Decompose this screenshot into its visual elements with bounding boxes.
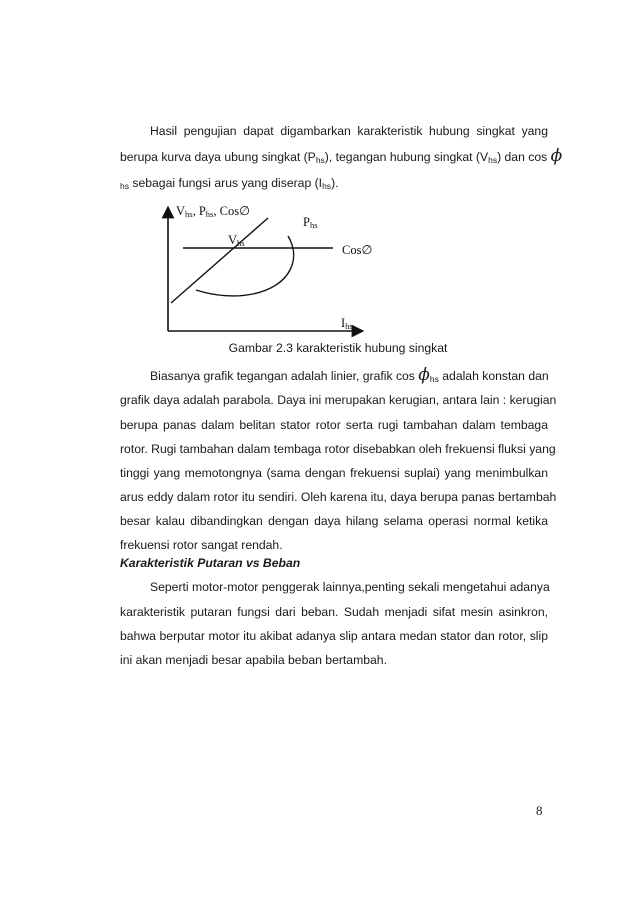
para2-line6: arus eddy dalam rotor itu sendiri. Oleh karena itu, daya berupa panas bertambah <box>120 490 557 504</box>
phs-label: Phs <box>303 215 318 230</box>
page-number: 8 <box>536 803 543 818</box>
para2-line1: Biasanya grafik tegangan adalah linier, grafik $\cos \phi_{hs}$ adalah konstan dan <box>150 365 549 385</box>
cos-label: Cos∅ <box>342 243 373 257</box>
para2-line8: frekuensi rotor sangat rendah. <box>120 538 283 552</box>
phi-symbol: ϕ <box>418 365 430 385</box>
para2-line4: rotor. Rugi tambahan dalam tembaga rotor disebabkan oleh frekuensi fluksi yang <box>120 442 556 456</box>
para1-line2: berupa kurva daya ubung singkat $(P_{hs})$, tegangan hubung singkat $(V_{hs})$ dan cos ϕ <box>120 146 563 166</box>
para1-line3: $_{hs}$ sebagai fungsi arus yang diserap $(I_{hs})$. <box>120 176 339 191</box>
figure-caption: Gambar 2.3 karakteristik hubung singkat <box>228 341 448 355</box>
para1-line1: Hasil pengujian dapat digambarkan karakteristik hubung singkat yang <box>150 124 548 138</box>
phi-symbol: ϕ <box>550 146 563 166</box>
para2-line3: berupa panas dalam belitan stator rotor serta rugi tambahan dalam tembaga <box>120 418 548 432</box>
vhs-label: Vhs <box>228 233 245 248</box>
section-heading: Karakteristik Putaran vs Beban <box>120 556 301 570</box>
para2-line5: tinggi yang memotongnya (sama dengan frekuensi suplai) yang menimbulkan <box>120 466 548 480</box>
para2-line2: grafik daya adalah parabola. Daya ini merupakan kerugian, antara lain : kerugian <box>120 393 557 407</box>
para3-line2: karakteristik putaran fungsi dari beban. Sudah menjadi sifat mesin asinkron, <box>120 605 548 619</box>
para3-line3: bahwa berputar motor itu akibat adanya slip antara medan stator dan rotor, slip <box>120 629 548 643</box>
y-axis-label: Vhs, Phs, Cos∅ <box>176 204 250 219</box>
para2-line7: besar kalau dibandingkan dengan daya hilang selama operasi normal ketika <box>120 514 548 528</box>
phs-curve <box>196 236 294 296</box>
x-axis-label: Ihs <box>341 316 353 331</box>
para3-line1: Seperti motor-motor penggerak lainnya,penting sekali mengetahui adanya <box>150 580 550 594</box>
vhs-line <box>171 218 268 303</box>
para3-line4: ini akan menjadi besar apabila beban bertambah. <box>120 653 387 667</box>
